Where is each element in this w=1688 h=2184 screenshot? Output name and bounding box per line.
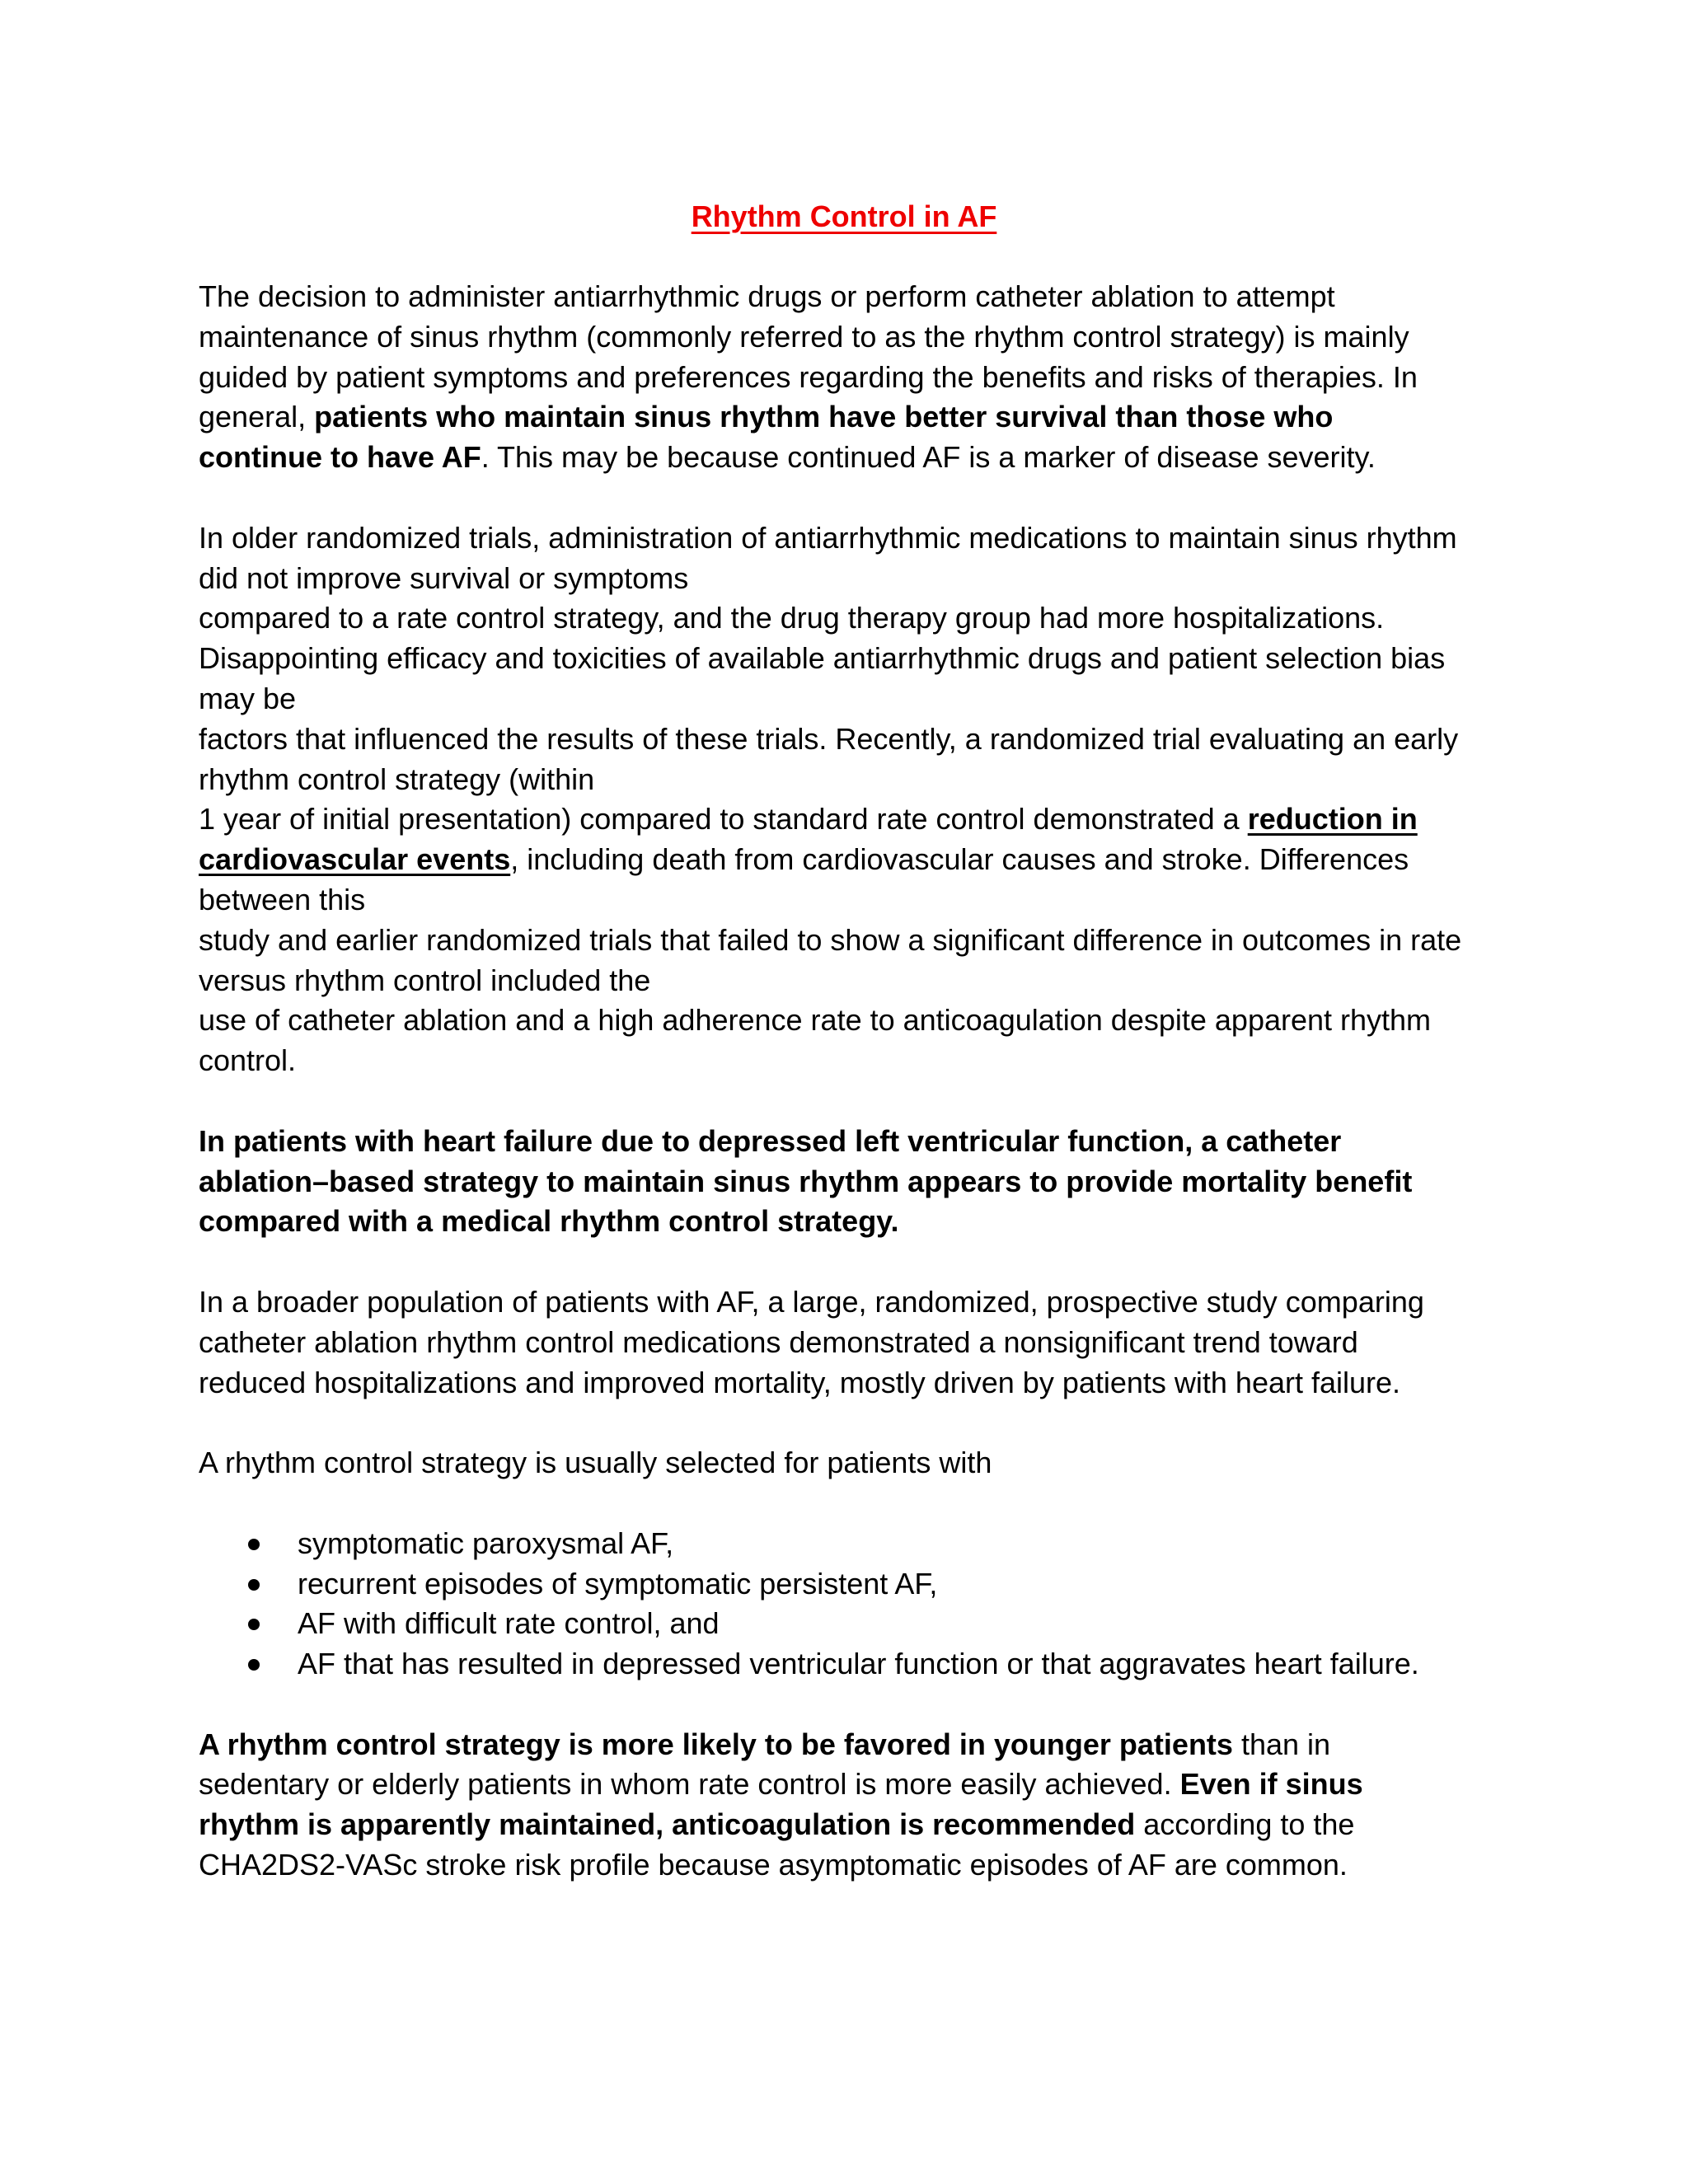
bold-underlined-text: cardiovascular events: [199, 842, 511, 877]
bold-text: rhythm is apparently maintained, anticoagulation is recommended: [199, 1807, 1136, 1842]
document-body: [199, 277, 1501, 1926]
text-segment: than in: [1232, 1727, 1331, 1761]
bullet-icon: [248, 1659, 260, 1671]
paragraph-younger-patients: [199, 1725, 1501, 1886]
paragraph-intro: [199, 277, 1501, 478]
text-line: compared to a rate control strategy, and the drug therapy group had more hospitalizations.: [199, 601, 1385, 635]
bold-text: A rhythm control strategy is more likely to be favored in younger patients: [199, 1727, 1233, 1761]
text-line: control.: [199, 1043, 297, 1078]
text-segment: , including death from cardiovascular causes and stroke. Differences: [510, 842, 1409, 877]
text-line: [199, 840, 1501, 880]
text-line: In patients with heart failure due to depressed left ventricular function, a catheter: [199, 1123, 1342, 1158]
bold-text: continue to have AF: [199, 440, 481, 475]
paragraph-heart-failure: [199, 1122, 1501, 1242]
text-line: [199, 799, 1501, 840]
text-segment: general,: [199, 400, 315, 434]
paragraph-selection-intro: [199, 1443, 1501, 1483]
bold-text: Even if sinus: [1179, 1767, 1363, 1802]
text-line: [199, 1725, 1501, 1765]
text-line: use of catheter ablation and a high adherence rate to anticoagulation despite apparent rhythm: [199, 1003, 1432, 1038]
text-segment: sedentary or elderly patients in whom rate control is more easily achieved.: [199, 1767, 1180, 1802]
list-item: [199, 1644, 1501, 1685]
bold-text: patients who maintain sinus rhythm have better survival than those who: [314, 400, 1334, 434]
list-item: [199, 1524, 1501, 1564]
text-line: The decision to administer antiarrhythmic drugs or perform catheter ablation to attempt: [199, 279, 1335, 313]
list-item-text: symptomatic paroxysmal AF,: [298, 1526, 674, 1560]
text-line: CHA2DS2-VASc stroke risk profile because asymptomatic episodes of AF are common.: [199, 1848, 1348, 1882]
list-item-text: AF with difficult rate control, and: [298, 1606, 720, 1641]
text-line: between this: [199, 882, 366, 916]
text-line: may be: [199, 681, 297, 715]
text-line: maintenance of sinus rhythm (commonly referred to as the rhythm control strategy) is mainly: [199, 319, 1409, 354]
text-line: versus rhythm control included the: [199, 963, 651, 997]
document-title: Rhythm Control in AF: [691, 199, 997, 233]
text-line: ablation–based strategy to maintain sinus rhythm appears to provide mortality benefit: [199, 1164, 1413, 1198]
bullet-icon: [248, 1619, 260, 1630]
bold-underlined-text: reduction in: [1247, 802, 1418, 837]
text-line: In older randomized trials, administration of antiarrhythmic medications to maintain sinus rhythm: [199, 520, 1457, 555]
text-line: [199, 397, 1501, 438]
text-line: study and earlier randomized trials that failed to show a significant difference in outcomes in rate: [199, 922, 1462, 957]
text-line: compared with a medical rhythm control strategy.: [199, 1204, 899, 1239]
text-line: reduced hospitalizations and improved mortality, mostly driven by patients with heart failure.: [199, 1365, 1401, 1399]
text-segment: according to the: [1135, 1807, 1355, 1842]
list-item-text: recurrent episodes of symptomatic persistent AF,: [298, 1566, 938, 1601]
text-line: rhythm control strategy (within: [199, 762, 595, 796]
text-line: did not improve survival or symptoms: [199, 560, 689, 595]
bullet-icon: [248, 1579, 260, 1591]
text-segment: . This may be because continued AF is a marker of disease severity.: [481, 440, 1376, 475]
text-line: [199, 438, 1501, 478]
paragraph-trials: [199, 518, 1501, 1081]
text-line: In a broader population of patients with AF, a large, randomized, prospective study comparing: [199, 1284, 1424, 1319]
bullet-icon: [248, 1539, 260, 1550]
bullet-list: [199, 1524, 1501, 1685]
text-line: [199, 1805, 1501, 1845]
list-item: [199, 1564, 1501, 1605]
list-item-text: AF that has resulted in depressed ventricular function or that aggravates heart failure.: [298, 1647, 1419, 1681]
text-segment: 1 year of initial presentation) compared to standard rate control demonstrated a: [199, 802, 1248, 837]
paragraph-broader-population: [199, 1282, 1501, 1403]
text-line: [199, 1765, 1501, 1805]
text-line: factors that influenced the results of these trials. Recently, a randomized trial evaluating an early: [199, 721, 1459, 756]
text-line: guided by patient symptoms and preferences regarding the benefits and risks of therapies. In: [199, 359, 1418, 394]
text-line: Disappointing efficacy and toxicities of available antiarrhythmic drugs and patient selection bias: [199, 641, 1446, 676]
text-line: A rhythm control strategy is usually selected for patients with: [199, 1446, 992, 1480]
text-line: catheter ablation rhythm control medications demonstrated a nonsignificant trend toward: [199, 1324, 1358, 1359]
list-item: [199, 1604, 1501, 1644]
